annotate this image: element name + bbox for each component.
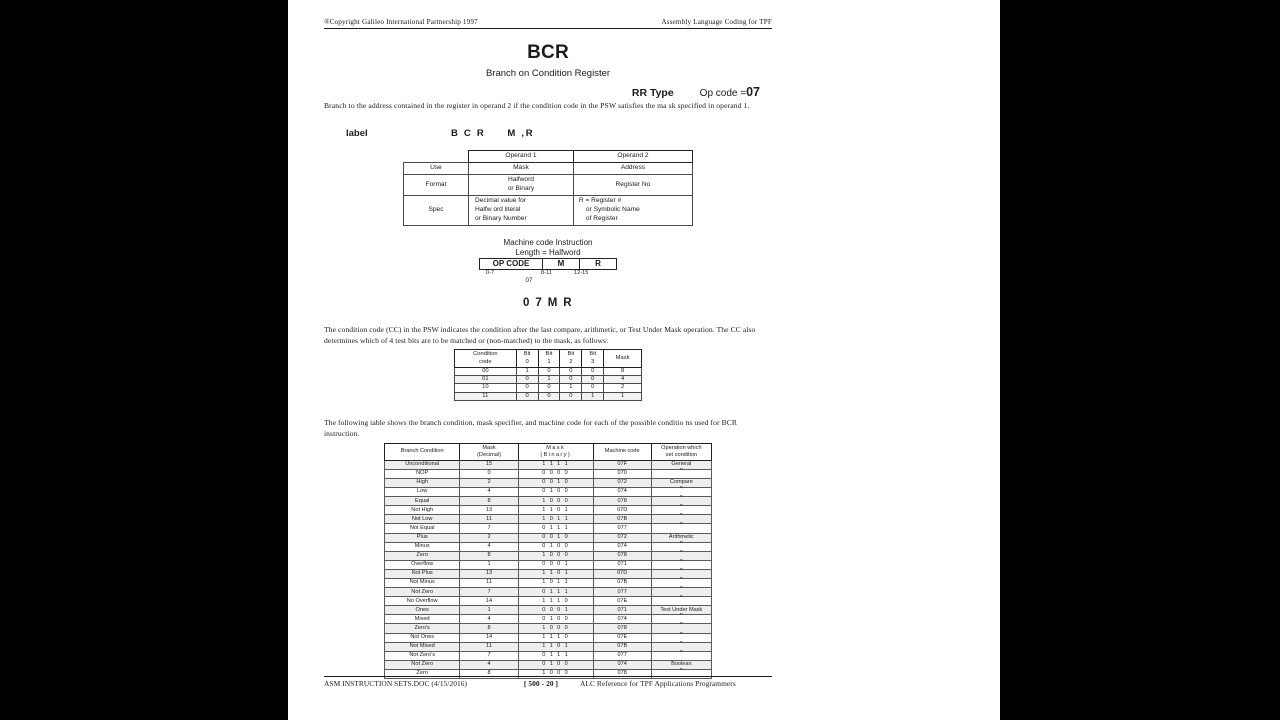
cc-header-cell-4: Bit 3 <box>582 350 604 367</box>
cc-cell-r0-c0: 00 <box>455 367 517 375</box>
spec-operand1-line3: or Binary Number <box>475 214 527 222</box>
bc-cell-r16-c3: 071 <box>593 606 651 615</box>
bc-cell-r15-c3: 07E <box>593 597 651 606</box>
bc-cell-r9-c2: 0 1 0 0 <box>518 542 593 551</box>
bit-range-m: 8-11 <box>541 270 552 277</box>
bc-cell-r2-c4: Compare <box>651 478 711 487</box>
bc-cell-r2-c2: 0 0 1 0 <box>518 478 593 487</box>
cc-cell-r3-c3: 0 <box>560 392 582 400</box>
bc-table-row <box>385 497 712 506</box>
bc-cell-r18-c4: " <box>651 624 711 633</box>
format-operand1-line1: Halfword <box>507 176 534 184</box>
cc-cell-r0-c5: 8 <box>604 367 642 375</box>
bc-cell-r10-c1: 8 <box>460 551 518 560</box>
instruction-expansion: Branch on Condition Register <box>485 67 611 79</box>
bc-cell-r3-c2: 0 1 0 0 <box>518 488 593 497</box>
operand-table-corner <box>404 151 469 163</box>
bc-cell-r9-c1: 4 <box>460 542 518 551</box>
bc-cell-r2-c0: High <box>385 478 460 487</box>
bc-cell-r12-c1: 13 <box>460 569 518 578</box>
bc-cell-r19-c0: Not Ones <box>385 633 460 642</box>
syntax-label-field: label <box>346 128 368 140</box>
bc-table-row <box>385 606 712 615</box>
bc-cell-r21-c0: Not Zero's <box>385 651 460 660</box>
bc-cell-r18-c1: 8 <box>460 624 518 633</box>
cc-cell-r2-c5: 2 <box>604 384 642 392</box>
cc-cell-r0-c1: 1 <box>516 367 538 375</box>
bc-table-row <box>385 506 712 515</box>
footer-reference: ALC Reference for TPF Applications Programmers <box>580 679 736 688</box>
bc-cell-r23-c2: 1 0 0 0 <box>518 669 593 678</box>
row-label-spec: Spec <box>404 195 469 225</box>
bc-table-row <box>385 560 712 569</box>
operand1-header: Operand 1 <box>469 151 574 163</box>
cc-table-row <box>455 367 642 375</box>
bc-table-row <box>385 515 712 524</box>
bc-cell-r4-c0: Equal <box>385 497 460 506</box>
bc-cell-r16-c1: 1 <box>460 606 518 615</box>
bc-cell-r22-c0: Not Zero <box>385 660 460 669</box>
bc-cell-r21-c2: 0 1 1 1 <box>518 651 593 660</box>
condition-code-table <box>454 349 642 400</box>
cc-cell-r3-c5: 1 <box>604 392 642 400</box>
bc-cell-r6-c2: 1 0 1 1 <box>518 515 593 524</box>
row-label-format: Format <box>404 175 469 196</box>
instruction-format-type: RR Type <box>631 86 674 99</box>
bc-cell-r18-c2: 1 0 0 0 <box>518 624 593 633</box>
bc-cell-r23-c0: Zero <box>385 669 460 678</box>
cc-cell-r0-c2: 0 <box>538 367 560 375</box>
bc-cell-r9-c4: " <box>651 542 711 551</box>
bc-cell-r3-c0: Low <box>385 488 460 497</box>
footer-page-number: [ 500 - 20 ] <box>523 679 559 688</box>
bc-cell-r13-c4: " <box>651 579 711 588</box>
bc-cell-r17-c4: " <box>651 615 711 624</box>
branch-condition-table <box>384 443 712 679</box>
bc-cell-r0-c0: Unconditional <box>385 460 460 469</box>
bc-cell-r13-c3: 07B <box>593 579 651 588</box>
machine-code-box-wrapper <box>324 258 772 270</box>
bc-header-cell-4: Operation which set condition <box>651 443 711 460</box>
operand-table-header-row <box>404 151 693 163</box>
bc-cell-r21-c4: " <box>651 651 711 660</box>
condition-code-paragraph: The condition code (CC) in the PSW indicates the condition after the last compare, arithmetic, or Test Under Mask operation. The CC also determines which of 4 test bits are to be matched or (non-matched) to the mask, as follows: <box>324 325 756 346</box>
branch-condition-table-body <box>385 443 712 678</box>
running-footer <box>324 676 772 688</box>
bc-cell-r3-c3: 074 <box>593 488 651 497</box>
bc-table-row <box>385 597 712 606</box>
cc-header-cell-1: Bit 0 <box>516 350 538 367</box>
bc-cell-r19-c4: " <box>651 633 711 642</box>
bc-cell-r4-c4: " <box>651 497 711 506</box>
syntax-operands-field: M ,R <box>507 128 535 140</box>
bc-cell-r12-c4: " <box>651 569 711 578</box>
bc-cell-r5-c4: " <box>651 506 711 515</box>
cc-cell-r3-c2: 0 <box>538 392 560 400</box>
operand2-header: Operand 2 <box>573 151 692 163</box>
bc-cell-r19-c2: 1 1 1 0 <box>518 633 593 642</box>
bc-cell-r13-c0: Not Minus <box>385 579 460 588</box>
instruction-type-row <box>324 85 772 99</box>
bc-cell-r11-c0: Overflow <box>385 560 460 569</box>
bc-cell-r5-c2: 1 1 0 1 <box>518 506 593 515</box>
format-operand1 <box>469 175 574 196</box>
page-content <box>324 18 772 679</box>
bc-header-cell-3: Machine code <box>593 443 651 460</box>
row-label-use: Use <box>404 163 469 175</box>
cc-cell-r1-c0: 01 <box>455 376 517 384</box>
bc-cell-r2-c3: 072 <box>593 478 651 487</box>
cc-cell-r1-c5: 4 <box>604 376 642 384</box>
cc-header-row <box>455 350 642 367</box>
spec-operand2 <box>573 195 692 225</box>
bc-cell-r2-c1: 2 <box>460 478 518 487</box>
branch-condition-table-wrapper <box>324 443 772 679</box>
bc-cell-r13-c2: 1 0 1 1 <box>518 579 593 588</box>
bc-cell-r11-c1: 1 <box>460 560 518 569</box>
bc-cell-r5-c1: 13 <box>460 506 518 515</box>
machine-code-length: Length = Halfword <box>515 247 581 257</box>
bc-table-row <box>385 460 712 469</box>
cc-table-row <box>455 392 642 400</box>
bc-cell-r3-c1: 4 <box>460 488 518 497</box>
bc-cell-r22-c4: Boolean <box>651 660 711 669</box>
cc-header-cell-2: Bit 1 <box>538 350 560 367</box>
bc-cell-r10-c2: 1 0 0 0 <box>518 551 593 560</box>
cc-cell-r3-c4: 1 <box>582 392 604 400</box>
bc-cell-r22-c3: 074 <box>593 660 651 669</box>
bc-cell-r8-c2: 0 0 1 0 <box>518 533 593 542</box>
bc-table-row <box>385 615 712 624</box>
bc-table-row <box>385 624 712 633</box>
use-operand2: Address <box>573 163 692 175</box>
bc-table-row <box>385 633 712 642</box>
bc-table-row <box>385 524 712 533</box>
branch-condition-paragraph: The following table shows the branch condition, mask specifier, and machine code for each of the possible conditio ns used for BCR instruction. <box>324 417 737 438</box>
bc-cell-r15-c4: " <box>651 597 711 606</box>
bc-cell-r9-c3: 074 <box>593 542 651 551</box>
bc-cell-r15-c1: 14 <box>460 597 518 606</box>
bc-cell-r14-c3: 077 <box>593 588 651 597</box>
bc-cell-r3-c4: " <box>651 488 711 497</box>
bc-cell-r6-c3: 07B <box>593 515 651 524</box>
cc-cell-r2-c0: 10 <box>455 384 517 392</box>
machine-code-field-table <box>479 258 617 270</box>
footer-document-name: ASM INSTRUCTION SETS.DOC (4/15/2016) <box>324 679 468 688</box>
operand-table-row-spec <box>404 195 693 225</box>
bc-table-row <box>385 551 712 560</box>
cc-cell-r0-c3: 0 <box>560 367 582 375</box>
bit-range-opcode: 0-7 <box>486 270 495 277</box>
bc-cell-r12-c2: 1 1 0 1 <box>518 569 593 578</box>
spec-operand2-line2: or Symbolic Name <box>585 205 640 213</box>
opcode-group <box>700 85 760 99</box>
bc-cell-r4-c1: 8 <box>460 497 518 506</box>
bc-header-cell-2: Mask (Binary) <box>518 443 593 460</box>
bc-cell-r7-c0: Not Equal <box>385 524 460 533</box>
bc-table-row <box>385 542 712 551</box>
bc-cell-r1-c4: " <box>651 469 711 478</box>
machine-code-opcode-hex: 07 <box>525 277 533 285</box>
bc-cell-r18-c0: Zero's <box>385 624 460 633</box>
instruction-mnemonic-title: BCR <box>527 41 569 63</box>
bc-table-row <box>385 579 712 588</box>
machine-code-field-row <box>480 258 617 269</box>
machine-code-section <box>324 238 772 257</box>
bc-table-row <box>385 660 712 669</box>
bc-cell-r19-c1: 14 <box>460 633 518 642</box>
bc-cell-r22-c2: 0 1 0 0 <box>518 660 593 669</box>
bc-cell-r10-c3: 078 <box>593 551 651 560</box>
bc-cell-r14-c0: Not Zero <box>385 588 460 597</box>
cc-cell-r2-c1: 0 <box>516 384 538 392</box>
bc-cell-r14-c2: 0 1 1 1 <box>518 588 593 597</box>
spec-operand1 <box>469 195 574 225</box>
cc-cell-r2-c3: 1 <box>560 384 582 392</box>
bc-cell-r21-c1: 7 <box>460 651 518 660</box>
document-page <box>288 0 1000 720</box>
bc-table-row <box>385 469 712 478</box>
bc-cell-r5-c3: 07D <box>593 506 651 515</box>
bit-range-r: 12-15 <box>574 270 589 277</box>
bc-cell-r11-c3: 071 <box>593 560 651 569</box>
bc-cell-r20-c0: Not Mixed <box>385 642 460 651</box>
bc-cell-r22-c1: 4 <box>460 660 518 669</box>
format-operand1-line2: or Binary <box>507 184 535 192</box>
bc-cell-r23-c4: " <box>651 669 711 678</box>
bc-cell-r15-c2: 1 1 1 0 <box>518 597 593 606</box>
bc-cell-r10-c4: " <box>651 551 711 560</box>
field-opcode: OP CODE <box>480 258 543 269</box>
condition-code-table-wrapper <box>324 349 772 400</box>
bc-table-row <box>385 569 712 578</box>
opcode-value: 07 <box>746 84 760 99</box>
spec-operand2-line1: R = Register # <box>578 196 622 204</box>
cc-cell-r3-c1: 0 <box>516 392 538 400</box>
bc-table-row <box>385 642 712 651</box>
bc-cell-r16-c0: Ones <box>385 606 460 615</box>
bc-cell-r1-c0: NOP <box>385 469 460 478</box>
format-operand2: Register No <box>573 175 692 196</box>
bc-cell-r12-c3: 07D <box>593 569 651 578</box>
machine-code-caption: Machine code Instruction <box>503 237 593 247</box>
cc-cell-r3-c0: 11 <box>455 392 517 400</box>
bc-table-row <box>385 651 712 660</box>
bc-cell-r0-c3: 07F <box>593 460 651 469</box>
bc-cell-r9-c0: Minus <box>385 542 460 551</box>
bc-cell-r14-c4: " <box>651 588 711 597</box>
bc-cell-r7-c4: " <box>651 524 711 533</box>
cc-cell-r1-c3: 0 <box>560 376 582 384</box>
syntax-line <box>324 128 772 139</box>
spec-operand1-line1: Decimal value for <box>475 196 526 204</box>
bc-cell-r11-c4: " <box>651 560 711 569</box>
bc-cell-r1-c1: 0 <box>460 469 518 478</box>
bc-cell-r6-c1: 11 <box>460 515 518 524</box>
cc-header-cell-3: Bit 2 <box>560 350 582 367</box>
operand-table-row-format <box>404 175 693 196</box>
bc-cell-r7-c2: 0 1 1 1 <box>518 524 593 533</box>
bc-cell-r17-c0: Mixed <box>385 615 460 624</box>
cc-cell-r2-c4: 0 <box>582 384 604 392</box>
bc-cell-r6-c4: " <box>651 515 711 524</box>
operand-table-wrapper <box>324 150 772 225</box>
cc-table-row <box>455 376 642 384</box>
bc-cell-r15-c0: No Overflow <box>385 597 460 606</box>
bc-cell-r17-c3: 074 <box>593 615 651 624</box>
spec-operand2-line3: of Register <box>585 214 618 222</box>
bc-cell-r14-c1: 7 <box>460 588 518 597</box>
bc-header-row <box>385 443 712 460</box>
condition-code-table-body <box>455 350 642 400</box>
bc-cell-r20-c2: 1 1 0 1 <box>518 642 593 651</box>
bc-cell-r19-c3: 07E <box>593 633 651 642</box>
bc-table-row <box>385 478 712 487</box>
cc-header-cell-5: Mask <box>604 350 642 367</box>
cc-table-row <box>455 384 642 392</box>
cc-cell-r1-c4: 0 <box>582 376 604 384</box>
bc-cell-r23-c1: 8 <box>460 669 518 678</box>
bc-cell-r16-c4: Test Under Mask <box>651 606 711 615</box>
bc-cell-r16-c2: 0 0 0 1 <box>518 606 593 615</box>
bc-cell-r4-c3: 078 <box>593 497 651 506</box>
machine-code-encoded: 0 7 M R <box>523 297 573 310</box>
field-r: R <box>580 258 617 269</box>
bc-cell-r8-c0: Plus <box>385 533 460 542</box>
bc-cell-r1-c3: 070 <box>593 469 651 478</box>
bc-cell-r4-c2: 1 0 0 0 <box>518 497 593 506</box>
bc-cell-r17-c1: 4 <box>460 615 518 624</box>
bc-cell-r8-c3: 072 <box>593 533 651 542</box>
cc-cell-r2-c2: 0 <box>538 384 560 392</box>
bc-cell-r0-c4: General <box>651 460 711 469</box>
bc-cell-r6-c0: Not Low <box>385 515 460 524</box>
bc-cell-r17-c2: 0 1 0 0 <box>518 615 593 624</box>
bc-cell-r13-c1: 11 <box>460 579 518 588</box>
bit-range-labels <box>486 270 610 276</box>
bc-cell-r8-c1: 2 <box>460 533 518 542</box>
bc-cell-r7-c3: 077 <box>593 524 651 533</box>
use-operand1: Mask <box>469 163 574 175</box>
bc-table-row <box>385 588 712 597</box>
bc-header-cell-0: Branch Condition <box>385 443 460 460</box>
cc-cell-r0-c4: 0 <box>582 367 604 375</box>
bc-cell-r11-c2: 0 0 0 1 <box>518 560 593 569</box>
copyright-notice: ®Copyright Galileo International Partnership 1997 <box>324 18 478 26</box>
cc-cell-r1-c1: 0 <box>516 376 538 384</box>
bc-cell-r12-c0: Not Plus <box>385 569 460 578</box>
bit-range-wrapper <box>324 270 772 277</box>
cc-cell-r1-c2: 1 <box>538 376 560 384</box>
instruction-description: Branch to the address contained in the register in operand 2 if the condition code in the PSW satisfies the ma sk specified in operand 1. <box>324 100 750 110</box>
running-header <box>324 18 772 29</box>
bc-cell-r8-c4: Arithmetic <box>651 533 711 542</box>
bc-cell-r18-c3: 078 <box>593 624 651 633</box>
bc-cell-r10-c0: Zero <box>385 551 460 560</box>
bc-header-cell-1: Mask (Decimal) <box>460 443 518 460</box>
spec-operand1-line2: Halfw ord literal <box>475 205 521 213</box>
bc-cell-r23-c3: 078 <box>593 669 651 678</box>
bc-cell-r0-c2: 1 1 1 1 <box>518 460 593 469</box>
opcode-label: Op code = <box>699 87 747 99</box>
bc-cell-r20-c3: 07B <box>593 642 651 651</box>
syntax-mnemonic-field: B C R <box>451 128 486 140</box>
bc-cell-r7-c1: 7 <box>460 524 518 533</box>
book-title: Assembly Language Coding for TPF <box>661 18 772 26</box>
bc-table-row <box>385 488 712 497</box>
field-m: M <box>543 258 580 269</box>
bc-cell-r1-c2: 0 0 0 0 <box>518 469 593 478</box>
cc-header-cell-0: Condition code <box>455 350 517 367</box>
operand-specification-table <box>403 150 693 225</box>
bc-cell-r21-c3: 077 <box>593 651 651 660</box>
operand-table-row-use <box>404 163 693 175</box>
bc-cell-r20-c4: " <box>651 642 711 651</box>
bc-cell-r20-c1: 11 <box>460 642 518 651</box>
bc-table-row <box>385 533 712 542</box>
bc-cell-r0-c1: 15 <box>460 460 518 469</box>
bc-cell-r5-c0: Not High <box>385 506 460 515</box>
